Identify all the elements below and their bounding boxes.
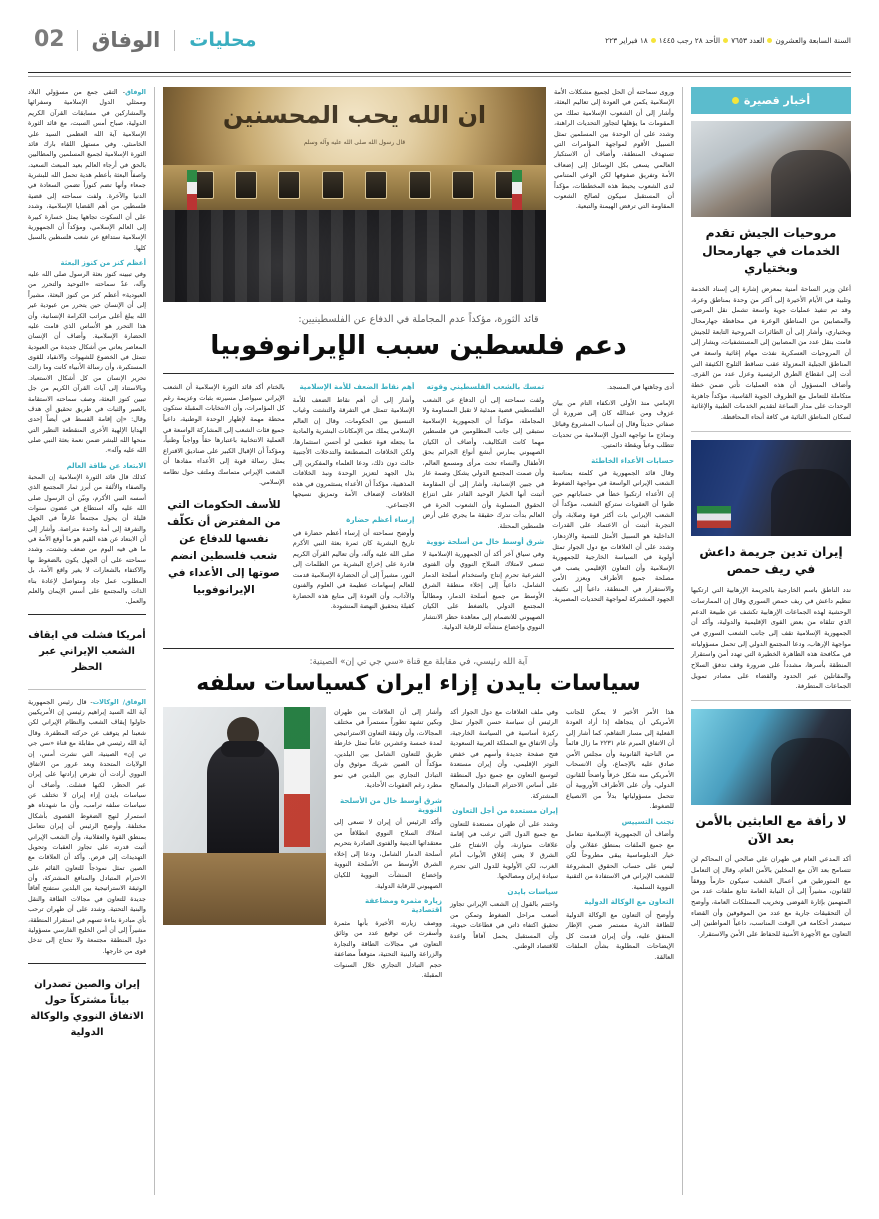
newspaper-logo: الوفاق — [77, 30, 176, 51]
short-news-label: أخبار قصيرة — [743, 94, 811, 107]
paragraph: وأوضح أن التعاون مع الوكالة الدولية للطاقة الذرية مستمر ضمن الإطار المتفق عليه، وأن إيران قدمت كل الإيضاحات المطلوبة بشأن الملفات العالقة. — [566, 910, 674, 961]
photo-audience — [163, 210, 546, 302]
sidebar-divider — [691, 431, 851, 432]
sidebar-photo-spokesman — [691, 440, 851, 536]
iran-flag-icon — [512, 170, 522, 210]
subheading: التعاون مع الوكالة الدولية — [584, 897, 674, 907]
photo-podium — [163, 853, 326, 925]
paragraph: كذلك قال قائد الثورة الإسلامية إن المحبة والصفاء والألفة من أبرز ثمار المجتمع الذي أسسه النبي الأكرم، وبيّن أن الرسول صلى الله عليه وآله استطاع في غضون سنوات قليلة أن يحول مجتمعاً غارقاً في الجهل والتفرقة إلى أمة واحدة متراصة. وأشار إلى أن الابتعاد عن هذه القيم هو ما أوقع الأمة في ما هي فيه اليوم من ضعف وتشتت، وشدد سماحته على أن الجهل يكون بالضغوط بها والاكتفاء بالشعارات لا يغير واقع الأمة، بل المطلوب عمل جاد ومتواصل لإعادة بناء الذات والمجتمع على أسس الإيمان والعلم والعمل. — [28, 472, 146, 606]
subheading: إيران مستعدة من أجل التعاون — [452, 806, 558, 816]
dateline-part-year: السنة السابعة والعشرون — [775, 35, 851, 45]
subheading: تمسك بالشعب الفلسطيني وقوته — [426, 382, 545, 392]
main-article-pullquote: للأسف الحكومات التي من المفترض أن تكلّف نفسها للدفاع عن شعب فلسطين انضم صوتها إلى الأعداء في الإيرانوفوبيا — [167, 498, 281, 596]
section-title: محليات — [189, 28, 257, 51]
main-article-column — [552, 382, 674, 609]
second-article-kicker: آية الله رئيسي، في مقابلة مع قناة «سي جي تي إن» الصينية: — [309, 656, 528, 667]
masthead-dateline-area — [271, 14, 852, 66]
sidebar-photo-prosecutor — [691, 709, 851, 805]
paragraph: وفي تبيينه كنوز بعثة الرسول صلى الله عليه وآله، عدّ سماحته «التوحيد والتحرر من العبودية» أعظم كنز من كنوز البعثة، مشيراً إلى أن الإنسان حين يتحرر من عبودية غير الله يبلغ أعلى مراتب الكرامة الإنسانية، وأن هذا التحرر هو الأساس الذي قامت عليه الحضارة الإسلامية. وأضاف أن الإنسان المعاصر يعاني من أشكال جديدة من العبودية تتمثل في الخضوع للشهوات والانقياد للقوى المستكبرة، وأن رسالة الأنبياء كانت وما زالت تحرير الإنسان من كل أشكال الاستعباد. وبالاستناد إلى آيات القرآن الكريم من جل تبيين كنوز البعثة، وصف سماحته الاستقامة بالصبر والثبات في طريق تحقيق أي هدف وقال: «إن إقامة القسط في أيضاً إحدى الهدايا الإلهية الأخرى المنقطعة النظير التي منحها الله للبشر ضمن نعمة بعثة النبي صلى الله عليه وآله». — [28, 270, 146, 455]
second-article-column — [334, 707, 442, 986]
main-article-column — [163, 382, 285, 602]
right-column-bottom-lead — [28, 697, 146, 956]
main-column — [155, 87, 682, 1195]
subheading: إرساء أعظم حضارة — [346, 515, 415, 525]
right-column-lead-text: - التقى جمع من مسؤولي البلاد وممثلي الدول الإسلامية وسفرائها والمشاركين في مسابقات القرآن الكريم الدولية، صباح أمس السبت، مع قائد الثورة الإسلامية آية الله العظمى السيد علي الخامنئي. وفي مستهل اللقاء بارك قائد الثورة الإسلامية لجميع المسلمين والمطالبين بالحق في أرجاء العالم بعيد المبعث السعيد، واصفاً البعثة بأعظم هدية تحمل الله للبشرية جمعاء وأنها تضم كنوزاً تضمن السعادة في الدنيا والآخرة. ولفت سماحته إلى قضية فلسطين من أهم القضايا الإسلامية، وشدد على أن السكوت تجاهها يمثل خسارة كبيرة إلى العالم الإسلامي، ومؤكداً أن الجمهورية الإسلامية ستدافع عن شعب فلسطين بالسبل كلها. — [28, 88, 146, 252]
photo-silhouette — [771, 150, 851, 217]
main-article-columns — [163, 382, 674, 638]
second-article-column — [450, 707, 558, 957]
paragraph: بالختام أكد قائد الثورة الإسلامية أن الشعب الإيراني سيواصل مسيرته بثبات وعزيمة رغم كل المؤامرات، وأن الانتخابات المقبلة ستكون محطة مهمة لإظهار الوحدة الوطنية، داعياً جميع فئات الشعب إلى المشاركة الواسعة في العملية الانتخابية باعتبارها حقاً وواجباً وطنياً، ومؤكداً أن الإقبال الكبير على صناديق الاقتراع يمثل رسالة قوية إلى الأعداء مفادها أن الشعب الإيراني متماسك وملتف حول نظامه الإسلامي. — [163, 383, 285, 487]
second-article-headline: سياسات بايدن إزاء ايران كسياسات سلفه — [196, 670, 641, 696]
masthead-rule-thin — [28, 76, 851, 77]
short-news-banner — [691, 87, 851, 114]
portrait-frame — [409, 171, 431, 199]
bullet-dot-icon — [732, 97, 739, 104]
subheading: تجنب التسييس — [621, 816, 674, 826]
masthead — [28, 0, 851, 66]
second-article-columns — [163, 707, 674, 986]
paragraph: وقال قائد الجمهورية في كلمته بمناسبة الشعب الإيراني الواسعة في مواجهة الضغوط إن الأعداء ارتكبوا خطأ في حساباتهم حين ظنوا أن العقوبات ستركع الشعب، مؤكداً أن الشعب الإيراني بات أكثر قوة وصلابة، وأن التجربة أثبتت أن الاعتماد على القدرات الداخلية هو السبيل الأمثل للتنمية والازدهار، وشدد على أن العلاقات مع دول الجوار تمثل أولوية في السياسة الخارجية للجمهورية الإسلامية وأن التعاون الإقليمي يصب في مصلحة جميع الأطراف ويعزز الأمن والاستقرار في المنطقة، داعياً إلى تكثيف الجهود المشتركة لمواجهة التحديات المصيرية. — [552, 468, 674, 604]
bullet-dot-icon — [767, 38, 772, 43]
subheading: أعظم كنز من كنوز البعثة — [60, 259, 146, 267]
main-article-column — [293, 382, 415, 617]
sidebar-item-body: ندد الناطق باسم الخارجية بالجريمة الإرهابية التي ارتكبها تنظيم داعش في ريف حمص السوري وقال إن الممارسات الوحشية لهذه الجماعات الإرهابية تكشف عن طبيعة الدعم الذي تتلقاه من بعض القوى الإقليمية والدولية، وأكد أن الجمهورية الإسلامية تقف إلى جانب الشعب السوري في مواجهة الإرهاب، ودعا المجتمع الدولي إلى تحمل مسؤولياته في مكافحة هذه الظاهرة الخطيرة التي تهدد أمن واستقرار المنطقة بأسرها، مشدداً على ضرورة وقف تدفق السلاح والمقاتلين عبر الحدود والقضاء على مصادر تمويل الجماعات المتطرفة. — [691, 586, 851, 691]
lead-side-text: وروى سماحته أن الحل لجميع مشكلات الأمة الإسلامية يكمن في العودة إلى تعاليم البعثة، وأشار إلى أن الشعوب الإسلامية تملك من المقومات ما يؤهلها لتجاوز التحديات الراهنة، وشدد على أن الوحدة بين المسلمين تمثل السبيل الأقوم لمواجهة المؤامرات التي تستهدف المنطقة، وأضاف أن الاستكبار العالمي يسعى بكل الوسائل إلى إضعاف الأمة وتفريق صفوفها لكن الوعي المتنامي لدى الشعوب يحبط هذه المخططات، مؤكداً أن المستقبل سيكون لصالح الشعوب المقاومة التي ترفض الهيمنة والتبعية. — [554, 88, 674, 211]
paragraph: ولفت سماحته إلى أن الدفاع عن الشعب الفلسطيني قضية مبدئية لا تقبل المساومة ولا المجاملة، مؤكداً أن الجمهورية الإسلامية ستبقى إلى جانب المظلومين في فلسطين مهما كانت التكاليف، وأضاف أن الكيان الصهيوني يمارس أبشع أنواع الجرائم بحق الأطفال والنساء تحت مرأى ومسمع العالم، وأن صمت المجتمع الدولي يشكل وصمة عار في جبين الإنسانية، وأشار إلى أن المقاومة أثبتت أنها الخيار الوحيد القادر على انتزاع الحقوق المسلوبة وأن الشعوب الحرة في العالم بدأت تدرك حقيقة ما يجري على أرض فلسطين المحتلة. — [422, 395, 545, 530]
lead-block — [163, 87, 674, 302]
portrait-frame — [452, 171, 474, 199]
photo-turban — [221, 741, 265, 757]
paragraph: واختتم بالقول إن الشعب الإيراني تجاوز أصعب مراحل الضغوط وتمكن من تحقيق اكتفاء ذاتي في قطاعات حيوية، وأن المستقبل يحمل آفاقاً واعدة للاقتصاد الوطني. — [450, 900, 558, 951]
right-column-pullquote: إيران والصين تصدران بياناً مشتركاً حول الاتفاق النووي والوكالة الدولية — [30, 979, 144, 1038]
subheading: شرق أوسط خال من أسلحة نووية — [426, 536, 545, 546]
bullet-dot-icon — [723, 38, 728, 43]
portrait-frame — [322, 171, 344, 199]
sidebar-item-headline: إيران تدين جريمة داعش في ريف حمص — [699, 544, 843, 577]
sidebar-photo-helicopter — [691, 121, 851, 217]
right-column-lead — [28, 87, 146, 253]
main-article-kicker: قائد الثورة، مؤكداً عدم المجاملة في الدفاع عن الفلسطينيين: — [298, 314, 539, 325]
main-article-rule — [163, 373, 674, 374]
paragraph: وفي ملف العلاقات مع دول الجوار أكد الرئيس أن سياسة حسن الجوار تمثل ركيزة أساسية في السياسة الخارجية، وأن الاتفاق مع المملكة العربية السعودية فتح صفحة جديدة وأسهم في خفض التوتر الإقليمي، وأن إيران مستعدة لتوسيع التعاون مع جميع دول المنطقة على أساس الاحترام المتبادل والمصالح المشتركة. — [450, 707, 558, 800]
second-article-rule — [163, 648, 674, 649]
sidebar-item-body: أكد المدعي العام في طهران علي صالحي أن المحاكم لن تتسامح بعد الآن مع المخلين بالأمن العام، وقال إن التعامل مع المتورطين في أعمال الشغب سيكون حازماً ووفقاً للقانون، مشيراً إلى أن النيابة العامة تتابع ملفات عدد من المتهمين بإثارة الفوضى وتخريب الممتلكات العامة، وأوضح أن التحقيقات جارية مع عدد من الموقوفين وأن القضاء سيصدر أحكامه في الوقت المناسب، داعياً المواطنين إلى التعاون مع الأجهزة الأمنية للحفاظ على الأمن والاستقرار. — [691, 855, 851, 938]
subheading: سياسات بايدن — [507, 886, 558, 896]
bullet-dot-icon — [651, 38, 656, 43]
right-column-pullquote: أمريكا فشلت في ايقاف الشعب الإيراني عبر الحظر — [28, 629, 146, 673]
subheading: شرق أوسط خال من الأسلحة النووية — [339, 795, 442, 815]
main-article-column — [423, 382, 545, 638]
paragraph: وأشار إلى أن أهم نقاط الضعف للأمة الإسلامية تتمثل في التفرقة والتشتت وغياب التنسيق بين الحكومات، وقال إن العالم الإسلامي يملك من الإمكانات البشرية والمادية ما يجعله قوة عظمى لو أحسن استثمارها، ولكن الخلافات المصطنعة والتدخلات الأجنبية حالت دون ذلك، ودعا العلماء والمفكرين إلى بذل الجهد لتعزيز الوحدة ونبذ الخلافات المذهبية، مؤكداً أن الأعداء يستثمرون في هذه الخلافات لإضعاف الأمة وتمزيق نسيجها الاجتماعي. — [292, 395, 415, 509]
paragraph: أدى وجاهتها في المسجد. — [606, 383, 674, 392]
photo-silhouette — [771, 469, 851, 536]
right-column-divider — [28, 614, 146, 615]
source-tag: الوفاق — [125, 88, 146, 96]
paragraph: ووصف زيارته الأخيرة بأنها مثمرة وأسفرت عن توقيع عدد من وثائق التعاون في مجالات الطاقة والتجارة والزراعة والبنية التحتية، متوقعاً مضاعفة حجم التبادل التجاري خلال السنوات المقبلة. — [334, 918, 442, 980]
calligraphy-subtext: قال رسول الله صلى الله عليه وآله وسلم — [303, 139, 406, 146]
masthead-rule — [28, 72, 851, 73]
main-article-headline: دعم فلسطين سبب الإيرانوفوبيا — [210, 330, 627, 361]
subheading: حسابات الأعداء الخاطئة — [591, 455, 674, 465]
subheading: زيارة مثمرة ومضاعفة اقتصادية — [365, 896, 442, 915]
portrait-frame — [235, 171, 257, 199]
subheading: الابتعاد عن طاقة العالم — [66, 461, 146, 470]
right-column-divider — [28, 689, 146, 690]
photo-silhouette — [771, 738, 851, 805]
sidebar-divider — [691, 700, 851, 701]
page-grid — [28, 87, 851, 1195]
paragraph: هذا الأمر الأخير لا يمكن للجانب الأمريكي أن يتجاهله إذا أراد العودة الفعلية إلى مسار التفاهم، كما أشار إلى أن الاتفاق المبرم عام ٢٢٣١ ما زال قائماً من الناحية القانونية وأن مجلس الأمن صادق عليه بالإجماع، وأن الانسحاب الأمريكي منه شكل خرقاً واضحاً للقانون الدولي، وأن على الأطراف الأوروبية أن تتحمل مسؤولياتها بدلاً من الانصياع للضغوط. — [566, 707, 674, 811]
dateline-part-hijri: الأحد ٢٨ رجب ١٤٤٥ — [658, 35, 721, 45]
paragraph: وأكد الرئيس أن إيران لا تسعى إلى امتلاك السلاح النووي انطلاقاً من معتقداتها الدينية والفتوى الصادرة بتحريم أسلحة الدمار الشامل، ودعا إلى إخلاء الشرق الأوسط من الأسلحة النووية وإخضاع المنشآت النووية للكيان الصهيوني للرقابة الدولية. — [334, 818, 442, 890]
source-tag: الوفاق/ الوكالات — [92, 697, 146, 706]
short-news-sidebar — [682, 87, 851, 1195]
right-column-bottom-text: - قال رئيس الجمهورية آية الله السيد إبراهيم رئيسي إن الأمريكيين حاولوا إيقاف الشعب والنظام الإيراني لكن شعبنا لم يتوقف عن حركته المظفرة. وقال آية الله رئيسي في مقابلة مع قناة «سي جي تي إن» الصينية، التي نشرت أمس، إن الولايات المتحدة وبعد غرور من الاتفاق النووي أرادت أن تفرض إرادتها على إيران عبر الحظر، لكنها فشلت. وأضاف أن سياسات بايدن إزاء إيران لا تختلف عن سياسات سلفه ترامب، وأن ما شهدناه هو استمرار لنهج الضغوط القصوى بأشكال مختلفة. وأوضح الرئيس أن إيران تتعامل بمنطق القوة والعقلانية، وأن الشعب الإيراني أثبت قدرته على تجاوز العقبات وتحويل التهديدات إلى فرص. وأكد أن العلاقات مع الصين تمثل نموذجاً للتعاون القائم على الاحترام المتبادل والمنافع المشتركة، وأن الوثيقة الاستراتيجية بين البلدين ستفتح آفاقاً جديدة للتعاون في مجالات الطاقة والنقل والبنية التحتية. وشدد على أن طهران ترحب بأي مبادرة بناءة تسهم في استقرار المنطقة، مشيراً إلى أن أمن الخليج الفارسي مسؤولية دول المنطقة مجتمعة ولا تحتاج إلى تدخل قوى من خارجها. — [28, 697, 146, 955]
right-column — [28, 87, 155, 1195]
iran-flag-icon — [697, 506, 731, 528]
page-number: 02 — [34, 27, 65, 52]
sidebar-item-headline: لا رأفة مع العابثين بالأمن بعد الآن — [695, 813, 847, 846]
iran-flag-icon — [187, 170, 197, 210]
masthead-brand-area — [28, 14, 271, 66]
portrait-frame — [278, 171, 300, 199]
sidebar-item-headline: مروحيات الجيش تقدم الخدمات في جهارمحال وبختياري — [702, 226, 840, 276]
photo-person — [207, 741, 279, 865]
subheading: أهم نقاط الضعف للأمة الإسلامية — [299, 382, 415, 392]
paragraph: وأوضح سماحته أن إرساء أعظم حضارة في تاريخ البشرية كان ثمرة بعثة النبي الأكرم صلى الله عليه وآله، وأن تعاليم القرآن الكريم قادرة على إخراج البشرية من الظلمات إلى النور، مشيراً إلى أن الحضارة الإسلامية قدمت للعالم إسهامات عظيمة في العلوم والفنون والآداب، وأن العودة إلى منابع هذه الحضارة كفيلة بتحقيق النهضة المنشودة. — [292, 528, 415, 611]
paragraph: وفي سياق آخر أكد أن الجمهورية الإسلامية لا تسعى لامتلاك السلاح النووي وأن الفتوى الشرعية تحرم إنتاج واستخدام أسلحة الدمار الشامل، داعياً إلى إخلاء منطقة الشرق الأوسط من جميع أسلحة الدمار، ومطالباً المجتمع الدولي بالضغط على الكيان الصهيوني للانضمام إلى معاهدة حظر الانتشار النووي وإخضاع منشآته للرقابة الدولية. — [422, 549, 545, 632]
lead-photo-leader-meeting — [163, 87, 546, 302]
dateline-part-gregorian: ١٨ فبراير ٢٢٣ — [605, 35, 648, 45]
second-article-column — [566, 707, 674, 968]
dateline-part-issue: العدد ٧٦٥٣ — [731, 35, 765, 45]
paragraph: وشدد على أن طهران مستعدة للتعاون مع جميع الدول التي ترغب في إقامة علاقات متوازنة، وأن الانفتاح على الشرق لا يعني إغلاق الأبواب أمام الغرب، لكن الأولوية للدول التي تحترم سيادة إيران ومصالحها. — [450, 819, 558, 881]
photo-portrait-row — [163, 171, 546, 199]
portrait-frame — [365, 171, 387, 199]
paragraph: وأشار إلى أن العلاقات بين طهران وبكين تشهد تطوراً مستمراً في مختلف المجالات، وأن وثيقة التعاون الاستراتيجي لمدة خمسة وعشرين عاماً تمثل خارطة طريق للتعاون الشامل بين البلدين، مؤكداً أن الصين شريك موثوق وأن التبادل التجاري بين البلدين في نمو مطرد رغم العقوبات الأحادية. — [334, 707, 442, 790]
paragraph: الإمامي منذ الأولى الانكفاء التام من بيان عزوف ومن عبدالله كان إلى ضرورة أن صفاتي حديثاً وقال إن أسباب المشروع وقبائل ونماذج ما تواجهه الدول الإسلامية من تحديات تتطلب وعياً ويقظة دائمتين. — [552, 398, 674, 450]
dateline — [605, 36, 851, 45]
iran-flag-icon — [284, 707, 310, 847]
calligraphy-banner: ان الله یحب المحسنین — [222, 101, 487, 129]
second-article-photo-president — [163, 707, 326, 925]
right-column-divider — [28, 963, 146, 964]
paragraph: وأضاف أن الجمهورية الإسلامية تتعامل مع جميع الملفات بمنطق عقلاني وأن خيار الدبلوماسية يبقى مطروحاً لكن ليس على حساب الحقوق المشروعة للشعب الإيراني في الاستفادة من التقنية النووية السلمية. — [566, 830, 674, 891]
sidebar-item-body: أعلن وزير الساحة أمنية بمعرض إشارة إلى إسناد الخدمة وتلبية في الأيام الأخيرة إلى أكثر من وحدة بمناطق وعرة، وقد تم تنفيذ عمليات جوية واسعة تشمل نقل المرضى والمصابين من المناطق الوعرة في محافظة جهارمحال وبختياري، وأشار إلى أن الطائرات المروحية التابعة للجيش قامت بنقل عدد من المصابين إلى المستشفيات، ويشار إلى أن المروحيات العسكرية نفذت مهام إغاثية واسعة في المناطق الجبلية المعزولة عقب تساقط الثلوج الكثيفة التي أدت إلى انقطاع الطرق الرئيسية وعزل عدد من القرى. وأضاف المسؤول أن هذه العمليات تأتي ضمن خطة متكاملة للتعامل مع الظروف الجوية القاسية، مؤكداً جاهزية الوحدات على مدار الساعة لتقديم الخدمات الطبية والإغاثية لسكان المناطق النائية في كافة أنحاء المحافظة. — [691, 285, 851, 422]
